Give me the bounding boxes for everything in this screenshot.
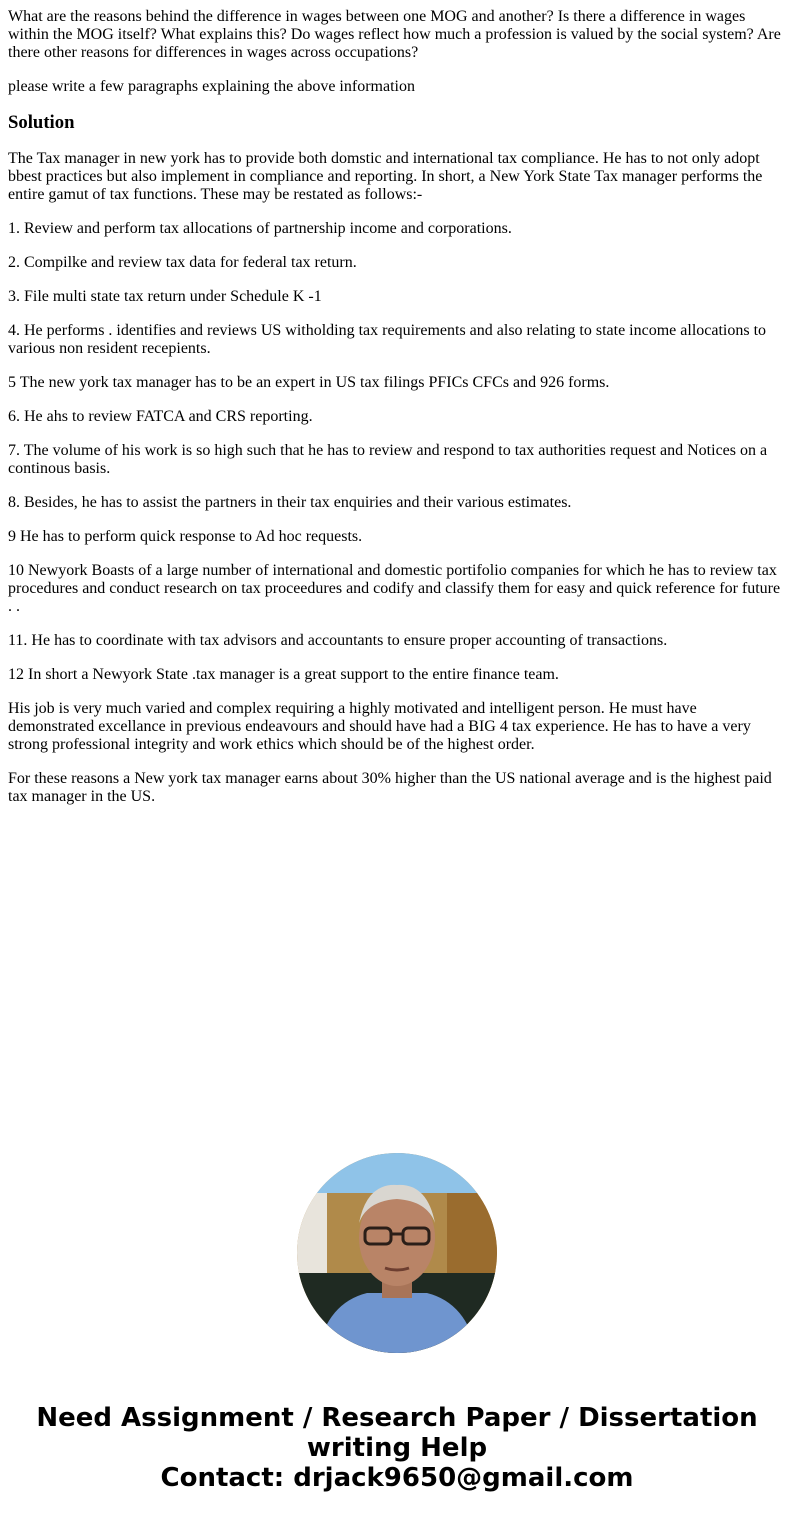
- closing-paragraph: His job is very much varied and complex requiring a highly motivated and intelligent person. He must have demonstrated excellance in previous endeavours and should have had a BIG 4 tax experience. He has to have a very strong professional integrity and work ethics which should be of the highest order.: [8, 700, 751, 753]
- list-item: 8. Besides, he has to assist the partners in their tax enquiries and their various estimates.: [8, 494, 572, 511]
- closing-paragraph: For these reasons a New york tax manager earns about 30% higher than the US national average and is the highest paid tax manager in the US.: [8, 770, 772, 805]
- list-item: 1. Review and perform tax allocations of partnership income and corporations.: [8, 220, 512, 237]
- solution-intro: The Tax manager in new york has to provide both domstic and international tax compliance. He has to not only adopt bbest practices but also implement in compliance and reporting. In short, a New York State Tax manager performs the entire gamut of tax functions. These may be restated as follows:-: [8, 150, 763, 203]
- question-instruction: please write a few paragraphs explaining the above information: [8, 78, 415, 95]
- list-item: 3. File multi state tax return under Schedule K -1: [8, 288, 322, 305]
- promo-text: [0, 1403, 794, 1493]
- promo-line-contact[interactable]: Contact: drjack9650@gmail.com: [160, 1463, 634, 1493]
- solution-heading: Solution: [8, 112, 75, 133]
- list-item: 2. Compilke and review tax data for federal tax return.: [8, 254, 357, 271]
- list-item: 12 In short a Newyork State .tax manager is a great support to the entire finance team.: [8, 666, 559, 683]
- list-item: 7. The volume of his work is so high such that he has to review and respond to tax authorities request and Notices on a continous basis.: [8, 442, 768, 477]
- list-item: 10 Newyork Boasts of a large number of international and domestic portifolio companies for which he has to review tax procedures and conduct research on tax proceedures and codify and classify them for easy and quick reference for future . .: [8, 562, 781, 615]
- list-item: 11. He has to coordinate with tax advisors and accountants to ensure proper accounting of transactions.: [8, 632, 668, 649]
- list-item: 4. He performs . identifies and reviews US witholding tax requirements and also relating to state income allocations to various non resident recepients.: [8, 322, 767, 357]
- promo-section: [0, 1153, 794, 1493]
- list-item: 5 The new york tax manager has to be an expert in US tax filings PFICs CFCs and 926 forms.: [8, 374, 610, 391]
- list-item: 6. He ahs to review FATCA and CRS reporting.: [8, 408, 313, 425]
- question-text: What are the reasons behind the difference in wages between one MOG and another? Is there a difference in wages within the MOG itself? What explains this? Do wages reflect how much a profession is valued by the social system? Are there other reasons for differences in wages across occupations?: [8, 8, 781, 61]
- promo-line-help: Need Assignment / Research Paper / Dissertation writing Help: [36, 1403, 758, 1463]
- author-avatar: [297, 1153, 497, 1353]
- list-item: 9 He has to perform quick response to Ad hoc requests.: [8, 528, 363, 545]
